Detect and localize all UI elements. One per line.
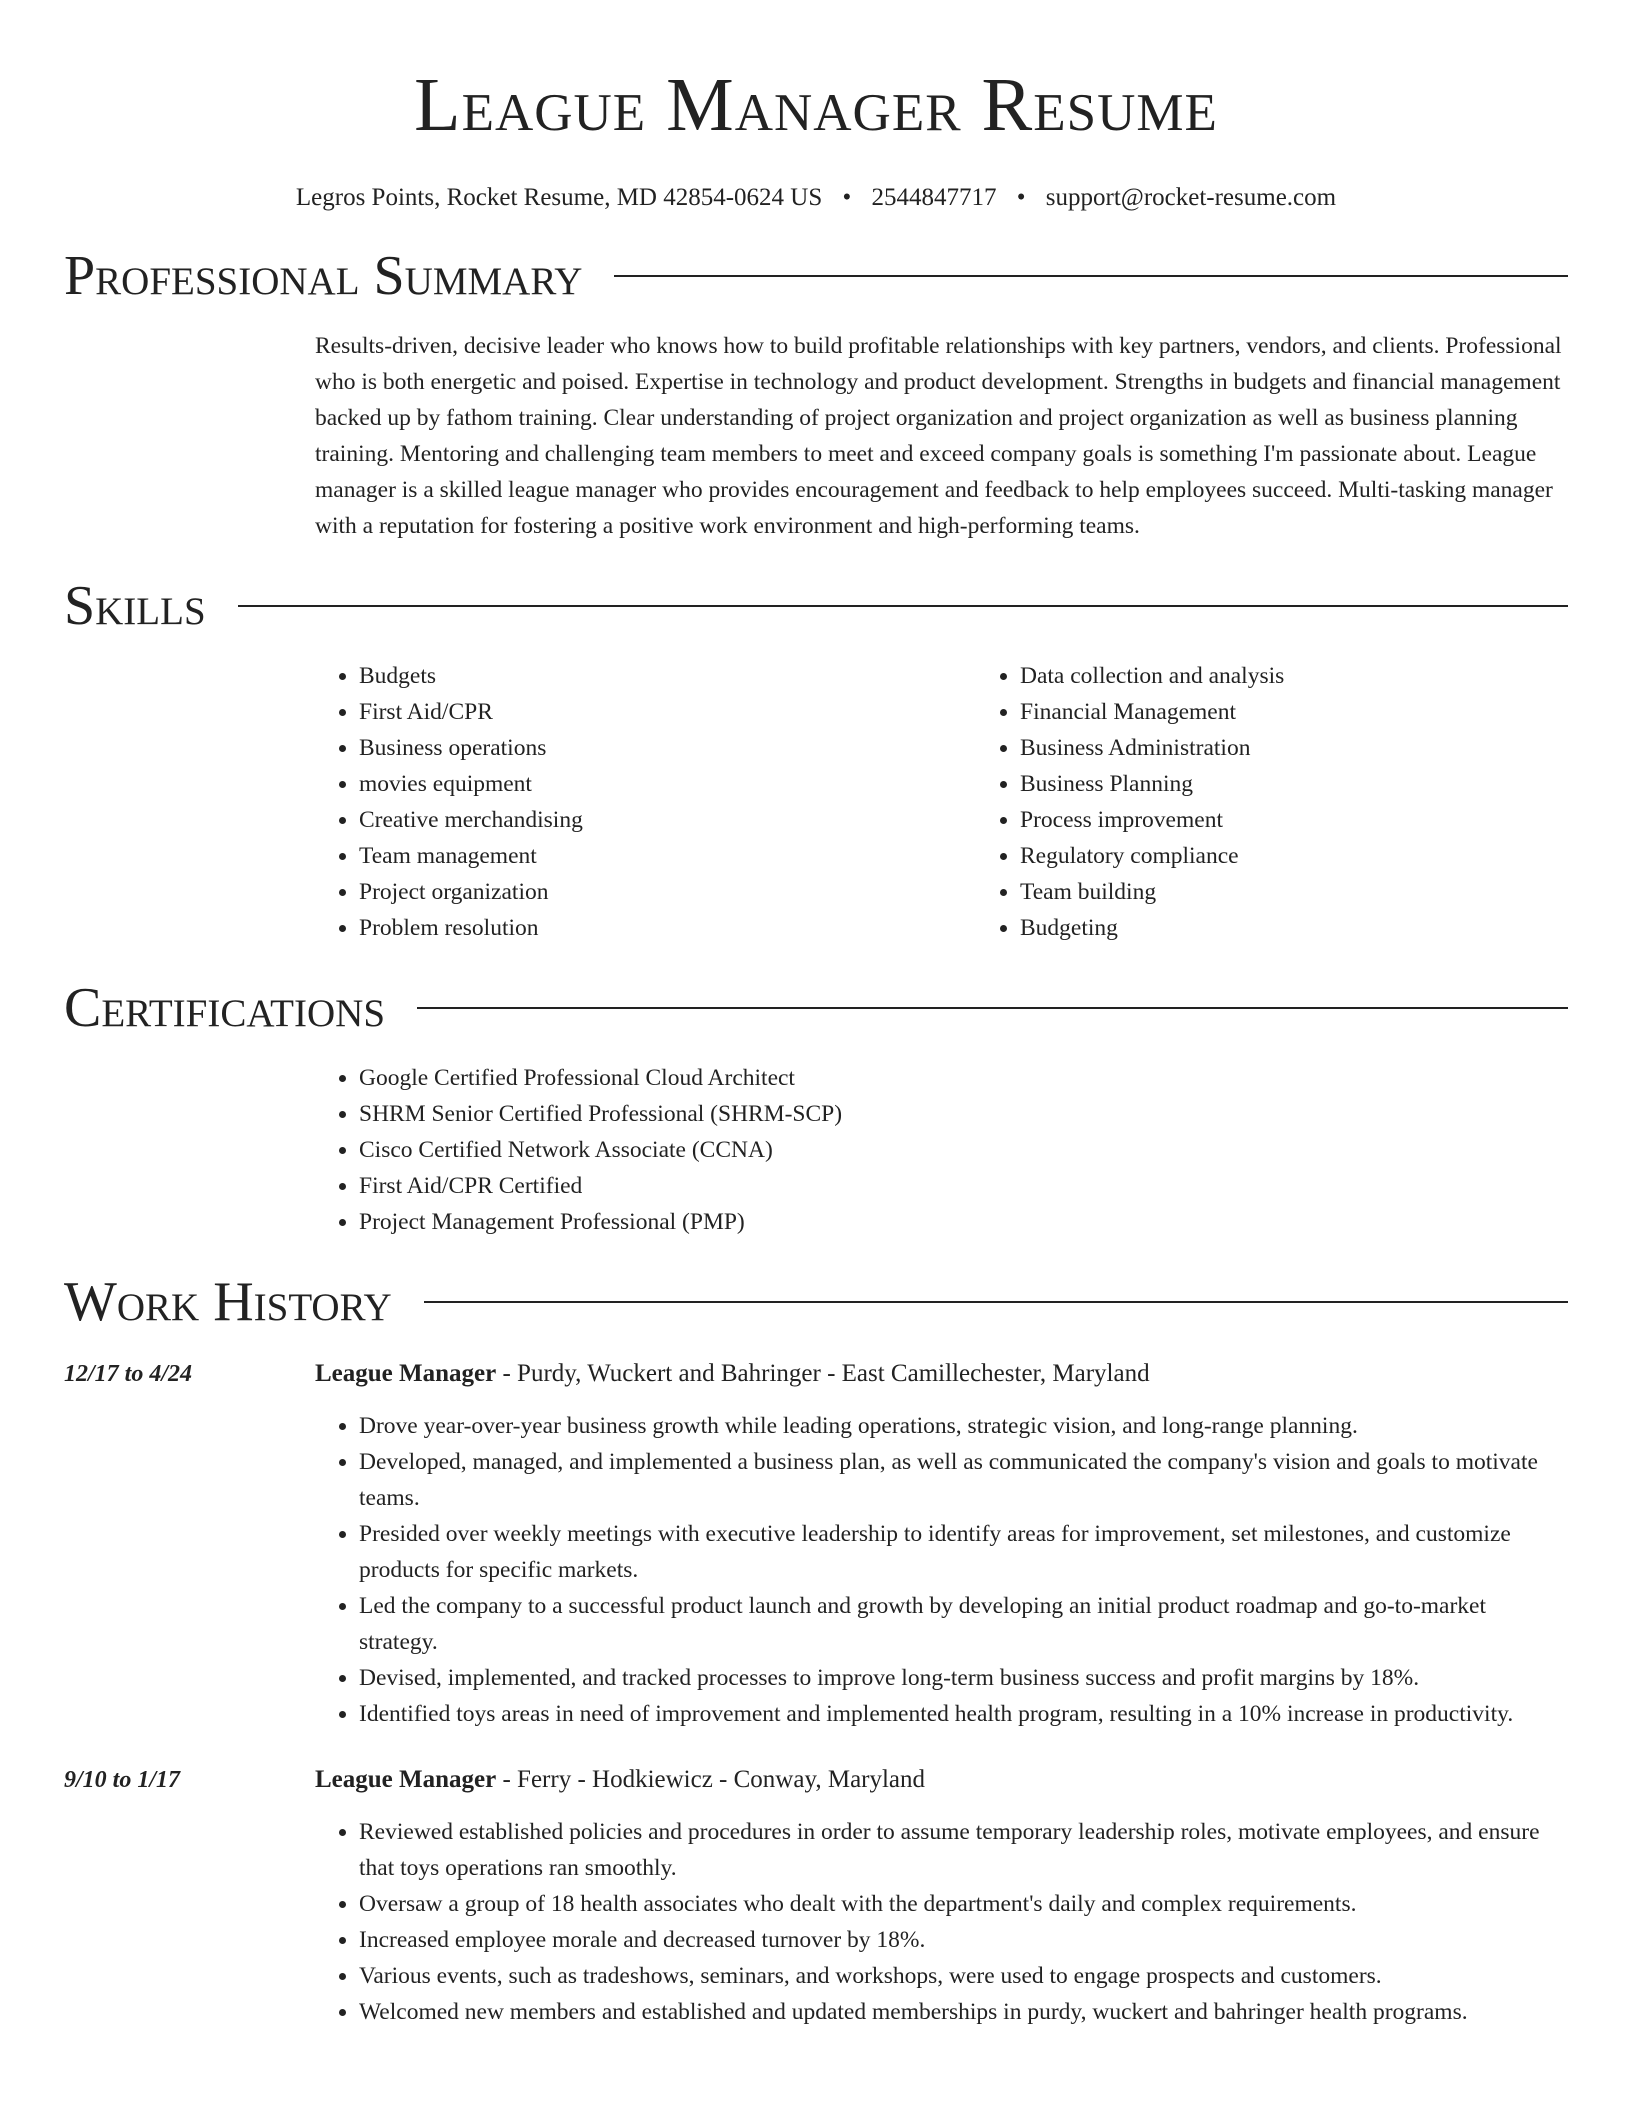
job-bullet: • Presided over weekly meetings with executive leadership to identify areas for improvement, set milestones, and customize products for specific markets. [359, 1516, 1568, 1588]
skills-heading: Skills [64, 575, 206, 637]
skill-item: • Project organization [359, 874, 976, 910]
contact-phone: 2544847717 [871, 184, 997, 211]
job-bullet: • Oversaw a group of 18 health associates who dealt with the department's daily and complex requirements. [359, 1886, 1568, 1922]
section-divider [417, 1007, 1568, 1009]
skills-section-header [64, 574, 1568, 638]
job-bullet: • Increased employee morale and decreased turnover by 18%. [359, 1922, 1568, 1958]
skill-item: • Problem resolution [359, 910, 976, 946]
job-entry [64, 1762, 1568, 2030]
skill-item: • Budgeting [1020, 910, 1632, 946]
job-dates: 12/17 to 4/24 [64, 1361, 193, 1387]
section-divider [238, 605, 1568, 607]
section-divider [614, 275, 1568, 277]
skill-item: • Data collection and analysis [1020, 658, 1632, 694]
certification-item: • Project Management Professional (PMP) [359, 1204, 1568, 1240]
job-content [315, 1356, 1568, 1732]
skill-item: • Business operations [359, 730, 976, 766]
job-bullet: • Identified toys areas in need of improvement and implemented health program, resulting in a 10% increase in productivity. [359, 1696, 1568, 1732]
skills-section [315, 658, 1568, 946]
work-section-header [64, 1270, 1568, 1334]
job-title: League Manager [315, 1360, 497, 1387]
job-employer-location: - Purdy, Wuckert and Bahringer - East Camillechester, Maryland [496, 1360, 1150, 1387]
job-bullet: • Led the company to a successful product launch and growth by developing an initial product roadmap and go-to-market strategy. [359, 1588, 1568, 1660]
skills-list-left [315, 658, 976, 946]
job-dates: 9/10 to 1/17 [64, 1767, 181, 1793]
job-bullets [315, 1408, 1568, 1732]
contact-line [64, 182, 1568, 214]
job-content [315, 1762, 1568, 2030]
job-bullet: • Devised, implemented, and tracked processes to improve long-term business success and profit margins by 18%. [359, 1660, 1568, 1696]
certification-item: • SHRM Senior Certified Professional (SHRM-SCP) [359, 1096, 1568, 1132]
skill-item: • Business Administration [1020, 730, 1632, 766]
skill-item: • Process improvement [1020, 802, 1632, 838]
job-bullet: • Drove year-over-year business growth while leading operations, strategic vision, and long-range planning. [359, 1408, 1568, 1444]
certification-item: • Cisco Certified Network Associate (CCNA) [359, 1132, 1568, 1168]
certification-item: • First Aid/CPR Certified [359, 1168, 1568, 1204]
certifications-section [315, 1060, 1568, 1240]
resume-title: League Manager Resume [414, 63, 1218, 147]
skill-item: • First Aid/CPR [359, 694, 976, 730]
skill-item: • Regulatory compliance [1020, 838, 1632, 874]
job-bullet: • Various events, such as tradeshows, seminars, and workshops, were used to engage prospects and customers. [359, 1958, 1568, 1994]
summary-section-header [64, 244, 1568, 308]
job-employer-location: - Ferry - Hodkiewicz - Conway, Maryland [496, 1766, 926, 1793]
section-divider [424, 1301, 1568, 1303]
job-title: League Manager [315, 1766, 497, 1793]
skill-item: • Creative merchandising [359, 802, 976, 838]
job-heading [315, 1762, 1568, 1798]
certifications-list [315, 1060, 1568, 1240]
skill-item: • Business Planning [1020, 766, 1632, 802]
job-bullet: • Welcomed new members and established and updated memberships in purdy, wuckert and bahringer health programs. [359, 1994, 1568, 2030]
job-entry [64, 1356, 1568, 1732]
skill-item: • Team management [359, 838, 976, 874]
certifications-heading: Certifications [64, 977, 386, 1039]
work-heading: Work History [64, 1271, 392, 1333]
skill-item: • Financial Management [1020, 694, 1632, 730]
summary-heading: Professional Summary [64, 245, 583, 307]
resume-page [64, 0, 1568, 2030]
job-bullet: • Reviewed established policies and procedures in order to assume temporary leadership roles, motivate employees, and ensure that toys operations ran smoothly. [359, 1814, 1568, 1886]
summary-text: Results-driven, decisive leader who knows how to build profitable relationships with key partners, vendors, and clients. Professional who is both energetic and poised. Expertise in technology and product development. Strengths in budgets and financial management backed up by fathom training. Clear understanding of project organization and project organization as well as business planning training. Mentoring and challenging team members to meet and exceed company goals is something I'm passionate about. League manager is a skilled league manager who provides encouragement and feedback to help employees succeed. Multi-tasking manager with a reputation for fostering a positive work environment and high-performing teams. [315, 333, 1562, 539]
skill-item: • Budgets [359, 658, 976, 694]
skill-item: • Team building [1020, 874, 1632, 910]
skill-item: • movies equipment [359, 766, 976, 802]
job-bullets [315, 1814, 1568, 2030]
contact-separator: • [1016, 184, 1026, 211]
certification-item: • Google Certified Professional Cloud Architect [359, 1060, 1568, 1096]
certifications-section-header [64, 976, 1568, 1040]
job-heading [315, 1356, 1568, 1392]
contact-email: support@rocket-resume.com [1045, 184, 1337, 211]
skills-list-right [976, 658, 1632, 946]
contact-address: Legros Points, Rocket Resume, MD 42854-0624 US [295, 184, 823, 211]
contact-separator: • [842, 184, 852, 211]
job-bullet: • Developed, managed, and implemented a business plan, as well as communicated the company's vision and goals to motivate teams. [359, 1444, 1568, 1516]
summary-section [315, 328, 1568, 544]
